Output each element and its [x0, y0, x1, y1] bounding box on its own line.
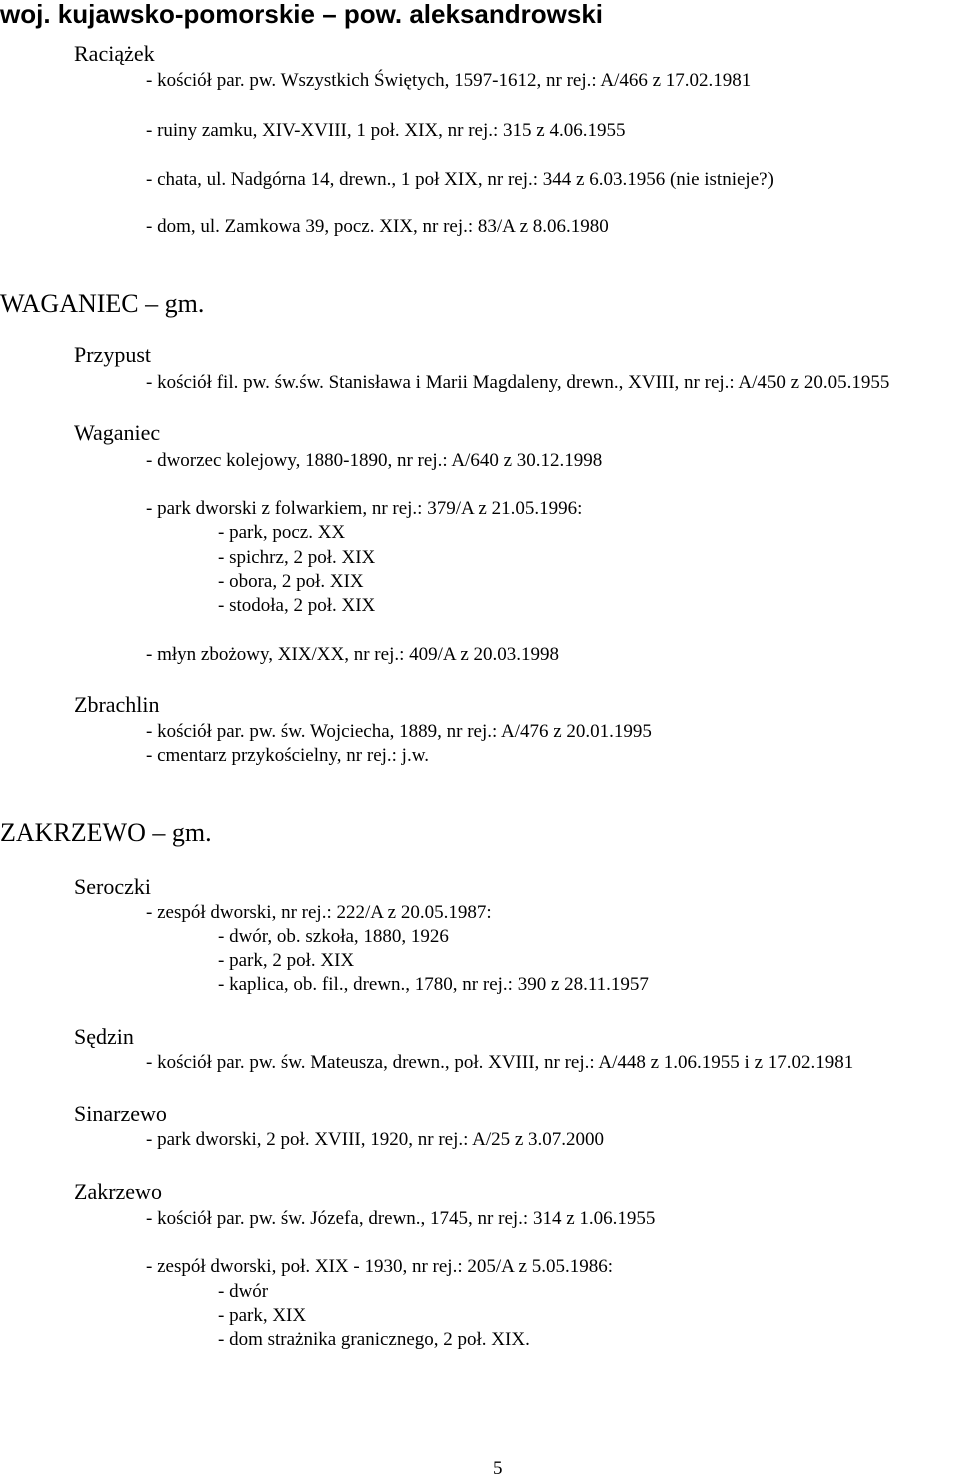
locality-heading-sedzin: Sędzin: [74, 1024, 134, 1049]
list-item: - park, pocz. XX: [218, 522, 346, 543]
page-number: 5: [493, 1458, 503, 1479]
list-item: - dom strażnika granicznego, 2 poł. XIX.: [218, 1329, 530, 1350]
list-item: - zespół dworski, nr rej.: 222/A z 20.05.1987:: [146, 902, 492, 923]
list-item: - park, 2 poł. XIX: [218, 950, 355, 971]
list-item: - obora, 2 poł. XIX: [218, 571, 364, 592]
list-item: - cmentarz przykościelny, nr rej.: j.w.: [146, 745, 429, 766]
list-item: - dom, ul. Zamkowa 39, pocz. XIX, nr rej.: 83/A z 8.06.1980: [146, 216, 609, 237]
list-item: - kaplica, ob. fil., drewn., 1780, nr rej.: 390 z 28.11.1957: [218, 974, 649, 995]
list-item: - młyn zbożowy, XIX/XX, nr rej.: 409/A z 20.03.1998: [146, 644, 560, 665]
gmina-heading-zakrzewo: ZAKRZEWO – gm.: [0, 818, 212, 847]
list-item: - zespół dworski, poł. XIX - 1930, nr rej.: 205/A z 5.05.1986:: [146, 1256, 614, 1277]
locality-heading-zbrachlin: Zbrachlin: [74, 692, 160, 717]
list-item: - park, XIX: [218, 1305, 307, 1326]
list-item: - spichrz, 2 poł. XIX: [218, 547, 376, 568]
list-item: - kościół par. pw. św. Mateusza, drewn., poł. XVIII, nr rej.: A/448 z 1.06.1955 i z 17.02.1981: [146, 1052, 854, 1073]
list-item: - stodoła, 2 poł. XIX: [218, 595, 376, 616]
list-item: - park dworski, 2 poł. XVIII, 1920, nr rej.: A/25 z 3.07.2000: [146, 1129, 605, 1150]
locality-heading-raciazek: Raciążek: [74, 41, 155, 66]
list-item: - kościół par. pw. Wszystkich Świętych, 1597-1612, nr rej.: A/466 z 17.02.1981: [146, 70, 752, 91]
list-item: - dwór: [218, 1281, 269, 1302]
locality-heading-zakrzewo: Zakrzewo: [74, 1179, 162, 1204]
list-item: - kościół par. pw. św. Józefa, drewn., 1745, nr rej.: 314 z 1.06.1955: [146, 1208, 656, 1229]
list-item: - dworzec kolejowy, 1880-1890, nr rej.: A/640 z 30.12.1998: [146, 450, 603, 471]
list-item: - park dworski z folwarkiem, nr rej.: 379/A z 21.05.1996:: [146, 498, 583, 519]
locality-heading-przypust: Przypust: [74, 342, 151, 367]
list-item: - kościół fil. pw. św.św. Stanisława i Marii Magdaleny, drewn., XVIII, nr rej.: A/450 z 20.05.1955: [146, 372, 890, 393]
gmina-heading-waganiec: WAGANIEC – gm.: [0, 289, 205, 318]
locality-heading-waganiec: Waganiec: [74, 420, 161, 445]
list-item: - dwór, ob. szkoła, 1880, 1926: [218, 926, 449, 947]
locality-heading-seroczki: Seroczki: [74, 874, 151, 899]
list-item: - kościół par. pw. św. Wojciecha, 1889, nr rej.: A/476 z 20.01.1995: [146, 721, 652, 742]
list-item: - ruiny zamku, XIV-XVIII, 1 poł. XIX, nr rej.: 315 z 4.06.1955: [146, 120, 626, 141]
page-title: woj. kujawsko-pomorskie – pow. aleksandrowski: [0, 0, 604, 29]
locality-heading-sinarzewo: Sinarzewo: [74, 1101, 167, 1126]
list-item: - chata, ul. Nadgórna 14, drewn., 1 poł XIX, nr rej.: 344 z 6.03.1956 (nie istnieje?): [146, 169, 774, 190]
